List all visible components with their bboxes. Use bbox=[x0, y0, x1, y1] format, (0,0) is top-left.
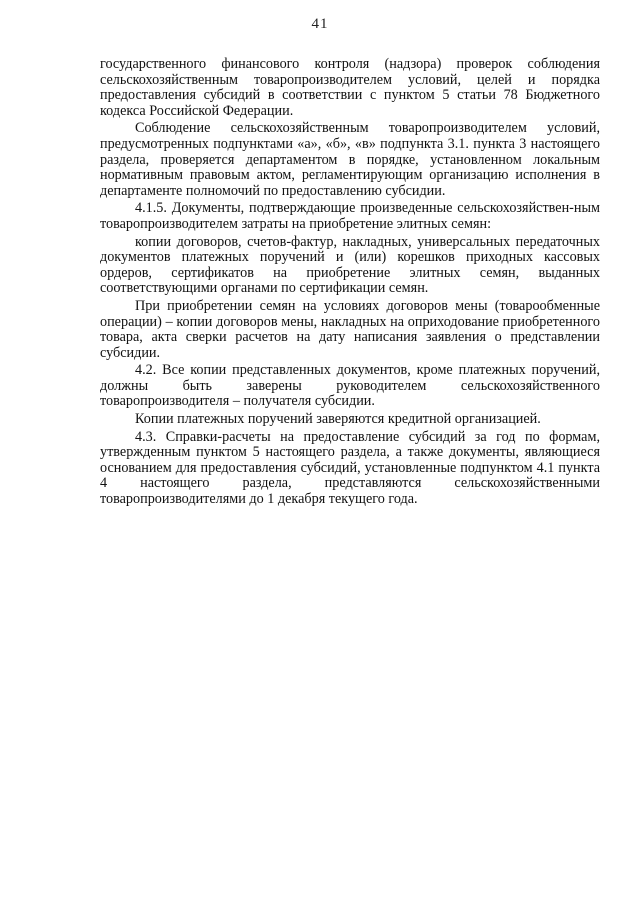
paragraph-copies-list: копии договоров, счетов-фактур, накладных, универсальных передаточных документов платежных поручений и (или) корешков приходных кассовых ордеров, сертификатов на приобретение элитных семян, выданных соответствующими органами по сертификации семян. bbox=[100, 233, 600, 297]
paragraph-4-3: 4.3. Справки-расчеты на предоставление субсидий за год по формам, утвержденным пунктом 5 настоящего раздела, а также документы, являющиеся основанием для предоставления субсидий, установленные подпунктом 4.1 пункта 4 настоящего раздела, представляются сельскохозяйственными товаропроизводителями до 1 декабря текущего года. bbox=[100, 428, 600, 508]
paragraph-4-2: 4.2. Все копии представленных документов, кроме платежных поручений, должны быть заверены руководителем сельскохозяйственного товаропроизводителя – получателя субсидии. bbox=[100, 362, 600, 410]
paragraph-compliance: Соблюдение сельскохозяйственным товаропроизводителем условий, предусмотренных подпунктами «а», «б», «в» подпункта 3.1. пункта 3 настоящего раздела, проверяется департаментом в порядке, установленном локальным нормативным правовым актом, регламентирующим организацию исполнения в департаменте полномочий по предоставлению субсидии. bbox=[100, 120, 600, 199]
page-number: 41 bbox=[311, 16, 329, 32]
paragraph-continuation: государственного финансового контроля (надзора) проверок соблюдения сельскохозяйственным товаропроизводителем условий, целей и порядка предоставления субсидий в соответствии с пунктом 5 статьи 78 Бюджетного кодекса Российской Федерации. bbox=[100, 56, 600, 119]
paragraph-barter: При приобретении семян на условиях договоров мены (товарообменные операции) – копии договоров мены, накладных на оприходование приобретенного товара, акта сверки расчетов на дату написания заявления о представлении субсидии. bbox=[100, 297, 600, 361]
document-body bbox=[100, 57, 600, 510]
paragraph-4-1-5: 4.1.5. Документы, подтверждающие произведенные сельскохозяйствен-ным товаропроизводителем затраты на приобретение элитных семян: bbox=[100, 200, 600, 232]
paragraph-payment-orders: Копии платежных поручений заверяются кредитной организацией. bbox=[135, 411, 541, 428]
